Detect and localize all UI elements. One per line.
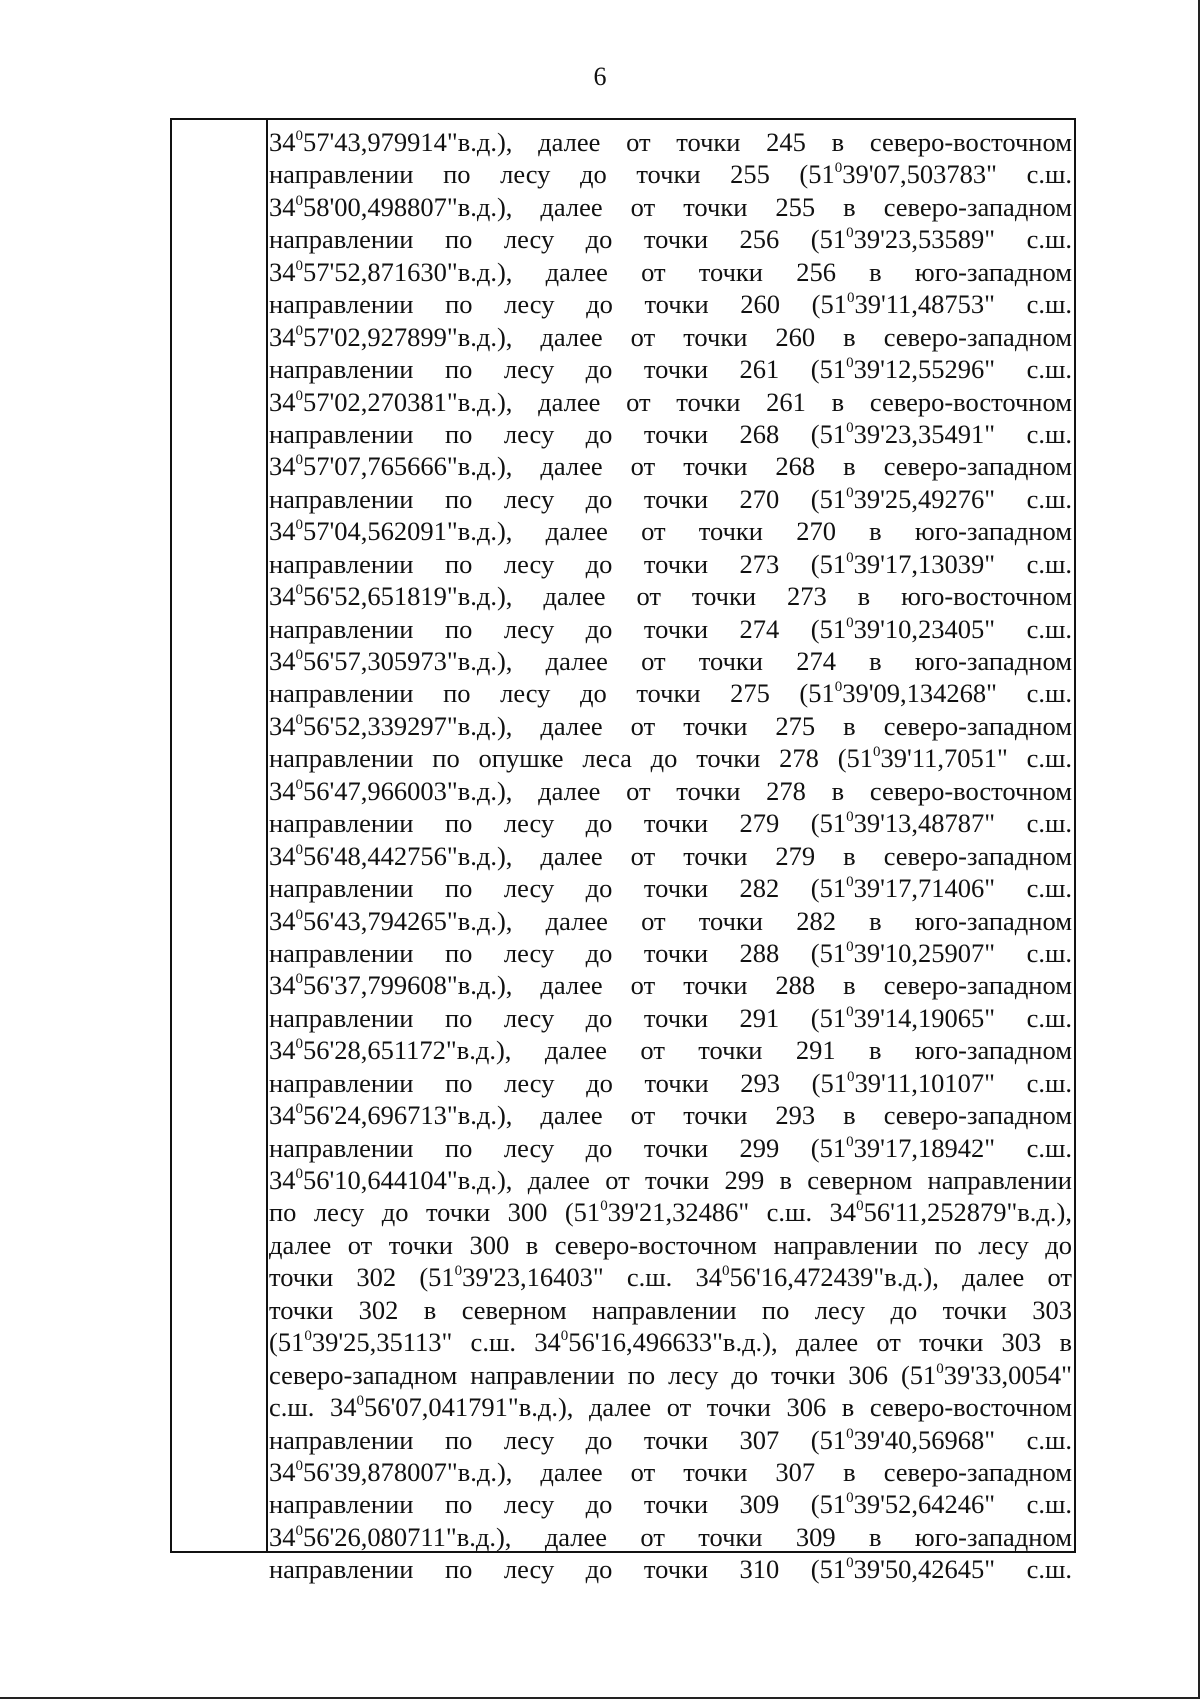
table-frame [170, 118, 1076, 1585]
text-line: $34^056'26,080711"в.д$.), далее от точки 309 в юго-западном [269, 1521, 1072, 1552]
text-line: $34^057'02,270381"в.д$.), далее от точки 261 в северо-восточном [269, 386, 1072, 417]
text-line: $34^056'10,644104"в.д$.), далее от точки 299 в северном направлении [269, 1165, 1072, 1195]
text-line: направлении по лесу до точки 268 ($51^039'23,35491$" с.ш. [269, 418, 1072, 449]
text-line: далее от точки 300 в северо-восточном направлении по лесу до [269, 1229, 1072, 1260]
text-line: направлении по лесу до точки 255 ($51^039'07,503783$" с.ш. [269, 159, 1072, 190]
text-line: $34^056'39,878007"в.д$.), далее от точки 307 в северо-западном [269, 1456, 1072, 1487]
text-line: направлении по лесу до точки 261 ($51^039'12,55296$" с.ш. [269, 354, 1072, 385]
text-line: с.ш. $34^056'07,041791"в.д$.), далее от точки 306 в северо-восточном [269, 1392, 1072, 1423]
text-line: $34^056'28,651172"в.д$.), далее от точки 291 в юго-западном [269, 1035, 1072, 1066]
text-line: направлении по лесу до точки 282 ($51^039'17,71406$" с.ш. [269, 873, 1072, 904]
text-line: северо-западном направлении по лесу до точки 306 ($51^039'33,0054$" [269, 1359, 1072, 1390]
text-line: $34^056'52,651819"в.д$.), далее от точки 273 в юго-восточном [269, 581, 1072, 612]
text-line: направлении по лесу до точки 274 ($51^039'10,23405$" с.ш. [269, 613, 1072, 644]
text-line: направлении по лесу до точки 299 ($51^039'17,18942$" с.ш. [269, 1132, 1072, 1163]
text-line: по лесу до точки 300 ($51^039'21,32486$" с.ш. $34^056'11,252879"в.д$.), [269, 1197, 1072, 1228]
text-line: $34^056'57,305973"в.д$.), далее от точки 274 в юго-западном [269, 646, 1072, 676]
text-line: направлении по лесу до точки 309 ($51^039'52,64246$" с.ш. [269, 1489, 1072, 1520]
page-number: 6 [593, 62, 607, 91]
text-line: направлении по лесу до точки 307 ($51^039'40,56968$" с.ш. [269, 1424, 1072, 1455]
boundary-description-cell [268, 126, 1074, 1586]
text-line: ($51^039'25,35113$" с.ш. $34^056'16,496633"в.д$.), далее от точки 303 в [269, 1327, 1072, 1358]
text-line: направлении по лесу до точки 270 ($51^039'25,49276$" с.ш. [269, 483, 1072, 514]
text-line: направлении по опушке леса до точки 278 ($51^039'11,7051$" с.ш. [269, 743, 1072, 774]
text-line: направлении по лесу до точки 288 ($51^039'10,25907$" с.ш. [269, 937, 1072, 968]
text-line: направлении по лесу до точки 291 ($51^039'14,19065$" с.ш. [269, 1002, 1072, 1033]
text-line: направлении по лесу до точки 256 ($51^039'23,53589$" с.ш. [269, 224, 1072, 255]
text-line: $34^057'02,927899"в.д$.), далее от точки 260 в северо-западном [269, 321, 1072, 352]
text-line: $34^057'04,562091"в.д$.), далее от точки 270 в юго-западном [269, 516, 1072, 547]
text-line: $34^056'24,696713"в.д$.), далее от точки 293 в северо-западном [269, 1100, 1072, 1131]
text-line: направлении по лесу до точки 273 ($51^039'17,13039$" с.ш. [269, 548, 1072, 579]
text-line: $34^056'47,966003"в.д$.), далее от точки 278 в северо-восточном [269, 775, 1072, 806]
text-line: точки 302 ($51^039'23,16403$" с.ш. $34^056'16,472439"в.д$.), далее от [269, 1262, 1072, 1293]
text-line: $34^056'37,799608"в.д$.), далее от точки 288 в северо-западном [269, 970, 1072, 1001]
text-line: $34^056'52,339297"в.д$.), далее от точки 275 в северо-западном [269, 710, 1072, 741]
text-line: $34^057'43,979914"в.д$.), далее от точки 245 в северо-восточном [269, 127, 1072, 157]
text-line: $34^058'00,498807"в.д$.), далее от точки 255 в северо-западном [269, 191, 1072, 222]
text-line: $34^056'48,442756"в.д$.), далее от точки 279 в северо-западном [269, 840, 1072, 871]
text-line: направлении по лесу до точки 293 ($51^039'11,10107$" с.ш. [269, 1067, 1072, 1098]
text-line: $34^057'52,871630"в.д$.), далее от точки 256 в юго-западном [269, 256, 1072, 287]
text-line: точки 302 в северном направлении по лесу до точки 303 [269, 1294, 1072, 1325]
text-line: $34^057'07,765666"в.д$.), далее от точки 268 в северо-западном [269, 451, 1072, 482]
text-line: направлении по лесу до точки 260 ($51^039'11,48753$" с.ш. [269, 289, 1072, 320]
text-line: направлении по лесу до точки 310 ($51^039'50,42645$" с.ш. [269, 1554, 1072, 1585]
text-line: направлении по лесу до точки 275 ($51^039'09,134268$" с.ш. [269, 678, 1072, 709]
text-line: направлении по лесу до точки 279 ($51^039'13,48787$" с.ш. [269, 808, 1072, 839]
text-line: $34^056'43,794265"в.д$.), далее от точки 282 в юго-западном [269, 905, 1072, 936]
